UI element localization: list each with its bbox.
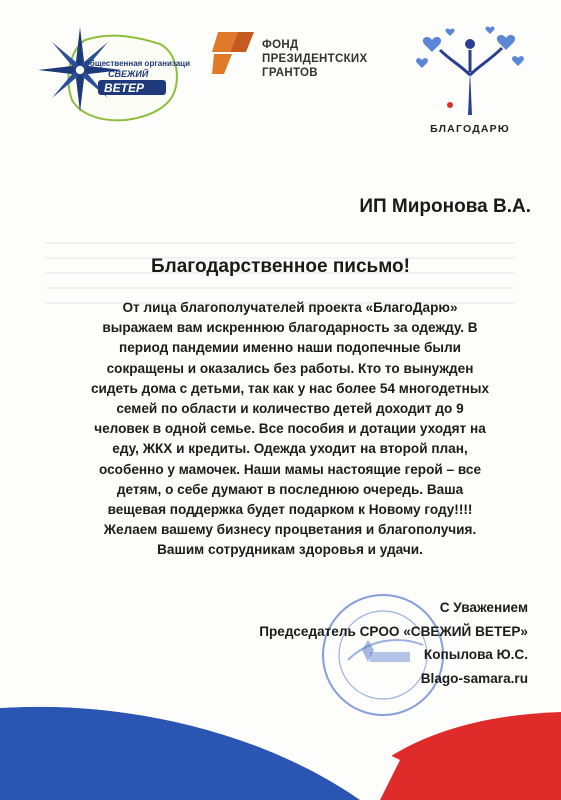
fund-line-3: ГРАНТОВ [262, 67, 318, 79]
body-line: еду, ЖКХ и кредиты. Одежда уходит на второй план, [112, 441, 468, 457]
body-line: детям, о себе думают в последнюю очередь. Ваша [116, 481, 464, 497]
signature-greeting: С Уважением [439, 600, 528, 615]
body-line: сокращены и оказались без работы. Кто то вынужден [106, 360, 474, 376]
body-line: человек в одной семье. Все пособия и дотации уходят на [94, 421, 486, 437]
fund-line-2: ПРЕЗИДЕНТСКИХ [262, 53, 368, 65]
letter-body [80, 298, 500, 561]
body-line: Вашим сотрудникам здоровья и удачи. [157, 542, 423, 558]
signature-block [259, 596, 528, 690]
fund-logo-text [262, 38, 367, 80]
body-line: семей по области и количество детей доходит до 9 [116, 401, 464, 417]
tree-hearts-icon [410, 20, 530, 120]
signature-position: Председатель СРОО «СВЕЖИЙ ВЕТЕР» [259, 623, 528, 639]
body-line: выражаем вам искреннюю благодарность за одежду. В [102, 320, 478, 336]
wind-logo-name-1: СВЕЖИЙ [108, 69, 149, 79]
fund-line-1: ФОНД [262, 39, 299, 51]
body-line: сидеть дома с детьми, так как у нас более 54 многодетных [90, 380, 490, 396]
blago-logo [410, 20, 530, 140]
body-line: вещевая поддержка будет подарком к Новому году!!!! [107, 502, 473, 518]
body-line: период пандемии именно наши подопечные были [119, 340, 461, 356]
recipient-name: ИП Миронова В.А. [359, 196, 531, 217]
blago-logo-caption: БЛАГОДАРЮ [430, 123, 510, 135]
wind-logo-name-2: ВЕТЕР [104, 81, 145, 95]
wind-logo [30, 22, 190, 132]
wind-logo-subtitle: общественная организация [85, 59, 190, 68]
fund-logo [212, 30, 368, 90]
body-line: особенно у мамочек. Наши мамы настоящие герой – все [98, 461, 482, 477]
red-wave [340, 712, 561, 800]
signature-name: Копылова Ю.С. [423, 647, 528, 662]
compass-star-icon [30, 22, 190, 132]
blue-wave [0, 707, 360, 800]
signature-site: Blago-samara.ru [420, 670, 528, 686]
body-line: Желаем вашему бизнесу процветания и благополучия. [103, 522, 477, 538]
fund-mark-icon [212, 30, 254, 76]
body-line: От лица благополучателей проекта «БлагоДарю» [122, 300, 458, 315]
letter-title: Благодарственное письмо! [151, 256, 410, 277]
